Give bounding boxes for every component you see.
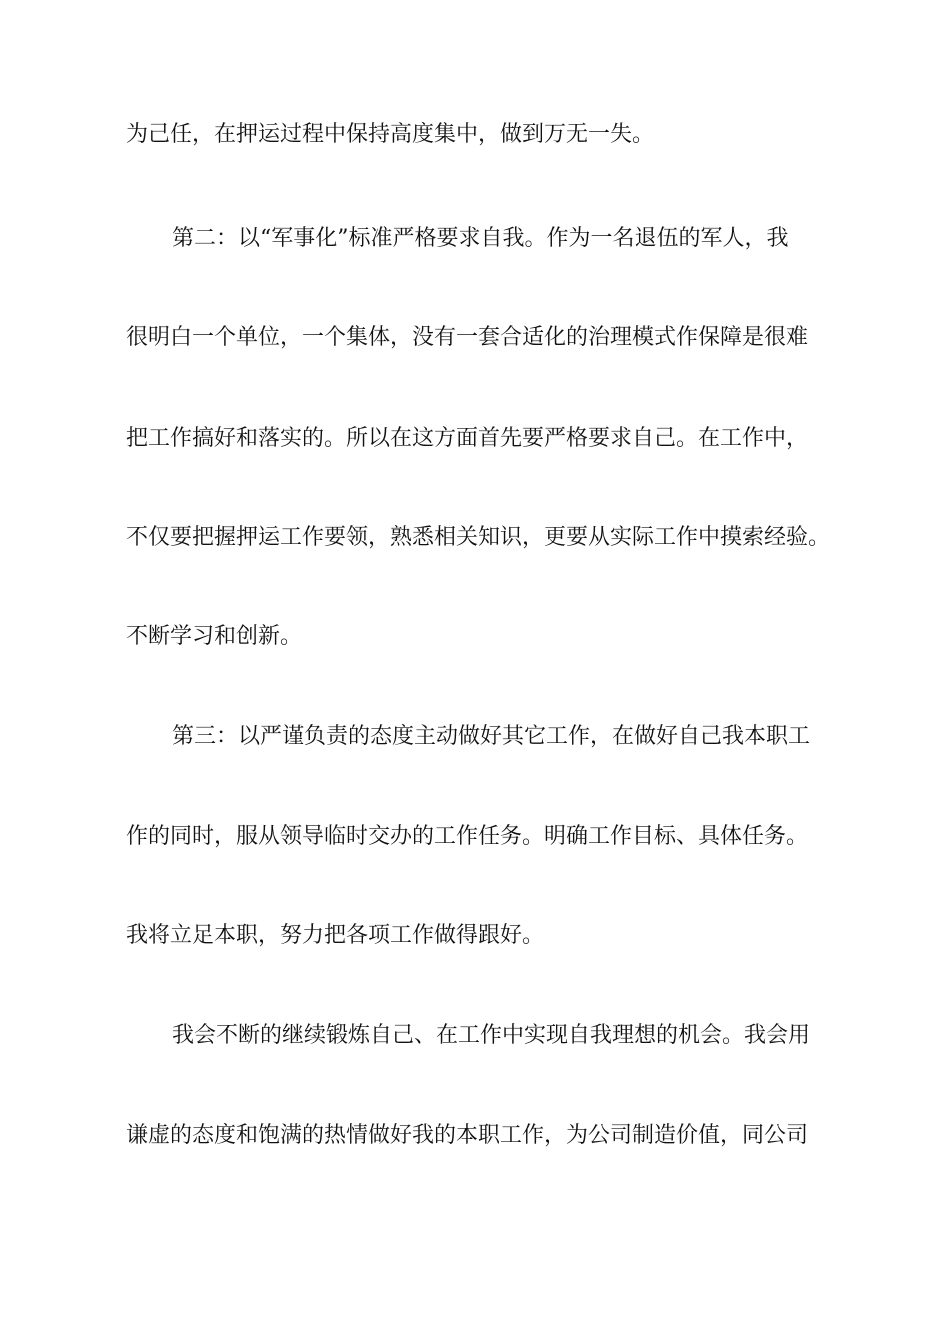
paragraph-line: 第三：以严谨负责的态度主动做好其它工作，在做好自己我本职工: [172, 724, 811, 749]
paragraph-line: 作的同时，服从领导临时交办的工作任务。明确工作目标、具体任务。: [126, 824, 809, 849]
paragraph-line: 把工作搞好和落实的。所以在这方面首先要严格要求自己。在工作中，: [126, 426, 809, 451]
paragraph-line: 为己任，在押运过程中保持高度集中，做到万无一失。: [126, 122, 655, 147]
paragraph-line: 不仅要把握押运工作要领，熟悉相关知识，更要从实际工作中摸索经验。: [126, 525, 831, 550]
paragraph-line: 很明白一个单位，一个集体，没有一套合适化的治理模式作保障是很难: [126, 325, 809, 350]
paragraph-line: 第二：以“军事化”标准严格要求自我。作为一名退伍的军人，我: [172, 226, 789, 251]
paragraph-line: 不断学习和创新。: [126, 624, 303, 649]
paragraph-line: 我将立足本职，努力把各项工作做得跟好。: [126, 923, 545, 948]
paragraph-line: 我会不断的继续锻炼自己、在工作中实现自我理想的机会。我会用: [172, 1023, 811, 1048]
paragraph-line: 谦虚的态度和饱满的热情做好我的本职工作，为公司制造价值，同公司: [126, 1123, 809, 1148]
